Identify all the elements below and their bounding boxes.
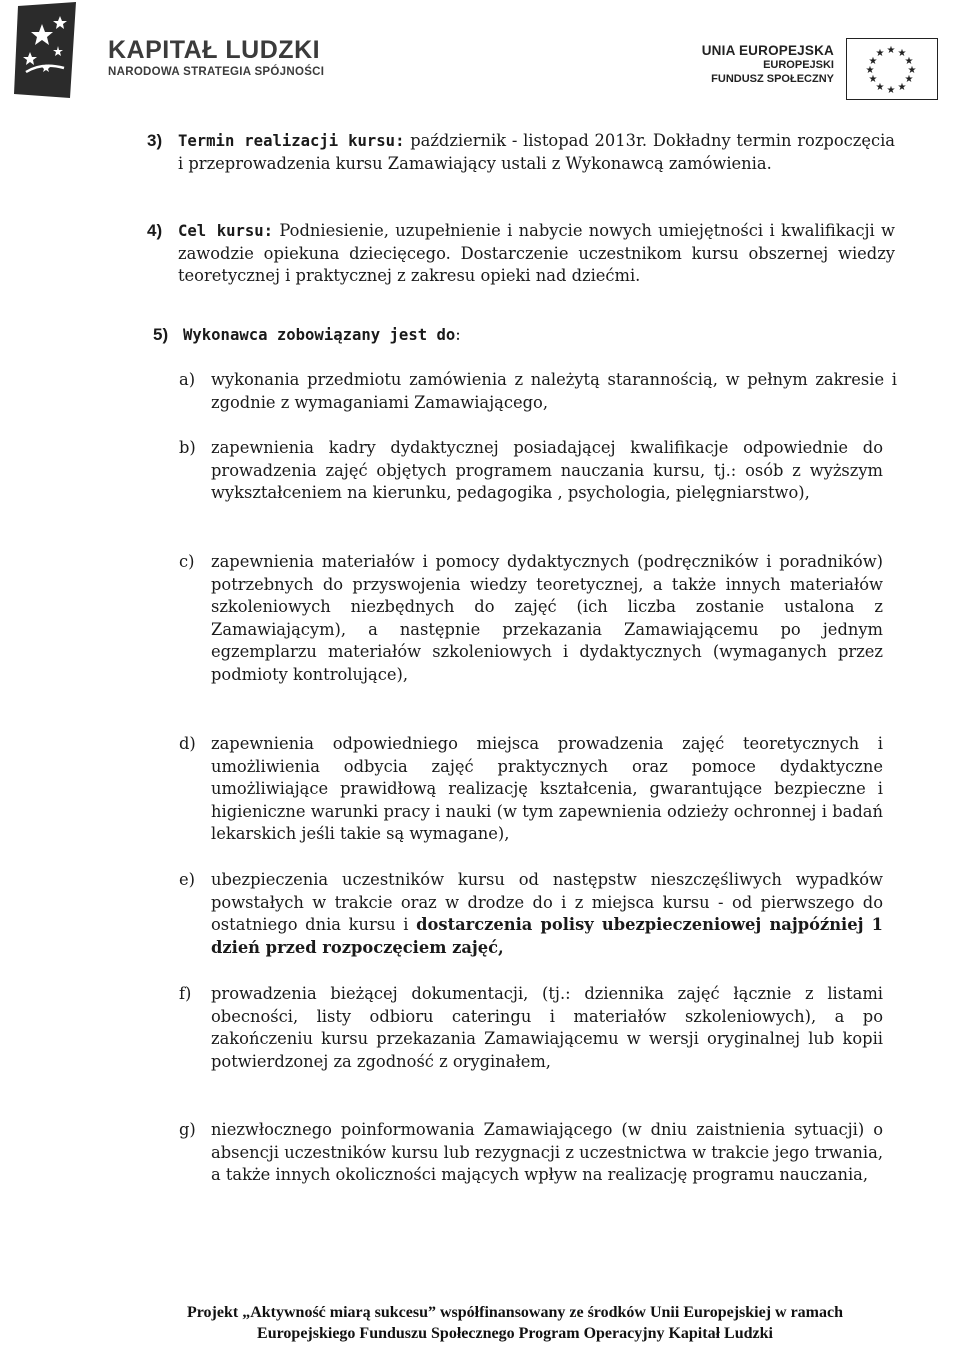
eu-logo-line3: FUNDUSZ SPOŁECZNY [711, 73, 834, 85]
page-footer [0, 1302, 960, 1344]
section-4-text: Podniesienie, uzupełnienie i nabycie nowych umiejętności i kwalifikacji w zawodzie opiekuna dziecięcego. Dostarczenie uczestnikom kursu obszernej wiedzy teoretycznej i praktycznej z zakresu opieki nad dziećmi. [178, 221, 895, 286]
section-4-number: 4) [147, 221, 163, 240]
section-5-colon: : [455, 325, 461, 344]
section-5-number: 5) [153, 325, 169, 344]
eu-logo-line1: UNIA EUROPEJSKA [701, 43, 834, 58]
svg-text:★: ★ [904, 74, 914, 85]
svg-text:★: ★ [868, 74, 878, 85]
item-e-text: ubezpieczenia uczestników kursu od następstw nieszczęśliwych wypadków powstałych w trakcie oraz w drodze do i z miejsca kursu - od pierwszego do ostatniego dnia kursu i [211, 870, 883, 935]
item-e-bold-text: dostarczenia polisy ubezpieczeniowej najpóźniej 1 dzień przed rozpoczęciem zajęć, [211, 915, 883, 957]
item-d-text: zapewnienia odpowiedniego miejsca prowadzenia zajęć teoretycznych i umożliwienia odbycia zajęć praktycznych oraz pomoce dydaktyczne umożliwiające prawidłową realizację kształcenia, gwarantujące bezpieczne i higieniczne warunki pracy i nauki (w tym zapewnienia odzieży ochronnej i badań lekarskich jeśli takie są wymagane), [211, 734, 883, 844]
item-b-text: zapewnienia kadry dydaktycznej posiadającej kwalifikacje odpowiednie do prowadzenia zajęć objętych programem nauczania kursu, tj.: osób z wyższym wykształceniem na kierunku, pedagogika , psychologia, pielęgniarstwo), [211, 438, 883, 503]
eu-logo-line2: EUROPEJSKI [763, 59, 834, 71]
item-f-label: f) [179, 984, 192, 1003]
item-f-text: prowadzenia bieżącej dokumentacji, (tj.: dziennika zajęć łącznie z listami obecności, listy odbioru cateringu i materiałów szkoleniowych), a po zakończeniu kursu przekazania Zamawiającemu w wersji oryginalnej lub kopii potwierdzonej za zgodność z oryginałem, [211, 984, 883, 1071]
section-5-heading [183, 324, 883, 347]
svg-text:★: ★ [868, 56, 878, 67]
section-5-title: Wykonawca zobowiązany jest do [183, 326, 456, 344]
item-c-label: c) [179, 552, 195, 571]
item-g-label: g) [179, 1120, 196, 1139]
svg-text:★: ★ [886, 85, 896, 96]
item-g-text: niezwłocznego poinformowania Zamawiającego (w dniu zaistnienia sytuacji) o absencji uczestników kursu lub rezygnacji z uczestnictwa w trakcie jego trwania, a także innych okoliczności mających wpływ na realizację programu nauczania, [211, 1120, 883, 1185]
svg-text:★: ★ [875, 48, 885, 59]
svg-text:★: ★ [875, 82, 885, 93]
svg-text:★: ★ [886, 45, 896, 56]
section-3-paragraph [178, 130, 895, 175]
svg-text:★: ★ [865, 65, 875, 76]
item-b-label: b) [179, 438, 196, 457]
svg-text:★: ★ [904, 56, 914, 67]
footer-line-1: Projekt „Aktywność miarą sukcesu” współfinansowany ze środków Unii Europejskiej w ramach [186, 1304, 844, 1321]
section-3-text: październik - listopad 2013r. Dokładny termin rozpoczęcia i przeprowadzenia kursu Zamawiający ustali z Wykonawcą zamówienia. [178, 131, 895, 173]
kapital-ludzki-title: KAPITAŁ LUDZKI [108, 36, 321, 64]
item-d-label: d) [179, 734, 196, 753]
item-a-label: a) [179, 370, 196, 389]
footer-line-2: Europejskiego Funduszu Społecznego Program Operacyjny Kapitał Ludzki [257, 1325, 773, 1342]
svg-text:★: ★ [897, 48, 907, 59]
section-4-paragraph [178, 220, 895, 288]
kapital-ludzki-subtitle: NARODOWA STRATEGIA SPÓJNOŚCI [108, 66, 325, 78]
svg-text:★: ★ [907, 65, 917, 76]
section-4-title: Cel kursu: [178, 222, 274, 240]
section-3-number: 3) [147, 131, 163, 150]
item-e-label: e) [179, 870, 195, 889]
section-3-title: Termin realizacji kursu: [178, 132, 405, 150]
svg-text:★: ★ [897, 82, 907, 93]
item-a-text: wykonania przedmiotu zamówienia z należytą starannością, w pełnym zakresie i zgodnie z wymaganiami Zamawiającego, [211, 370, 897, 412]
item-e-paragraph [211, 869, 883, 959]
item-c-text: zapewnienia materiałów i pomocy dydaktycznych (podręczników i poradników) potrzebnych do przyswojenia wiedzy teoretycznej, a także innych materiałów szkoleniowych niezbędnych do zajęć (ich liczba zostanie ustalona z Zamawiającym), a następnie przekazania Zamawiającemu po jednym egzemplarzu materiałów szkoleniowych i dydaktycznych (wymaganych przez podmioty kontrolujące), [211, 552, 883, 684]
